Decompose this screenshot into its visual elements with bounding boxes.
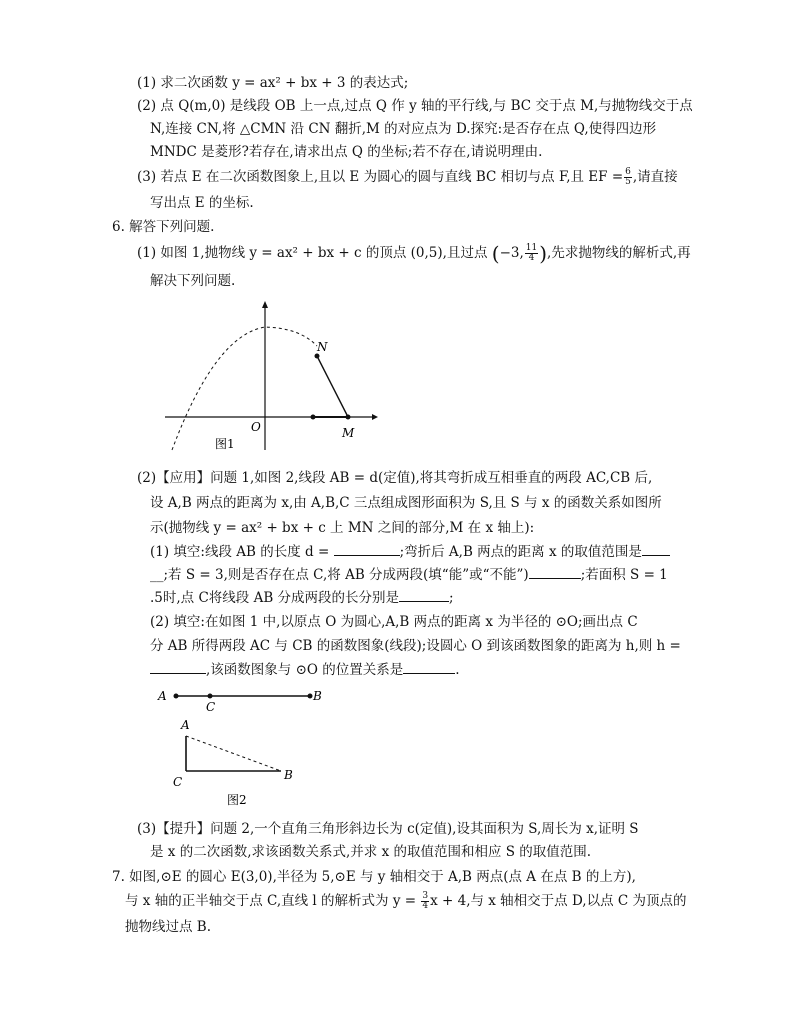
segment-MN [317,356,348,417]
answer-blank-d[interactable] [334,543,400,556]
label-A-top: A [158,689,167,703]
point-A-top [174,694,179,699]
q7-text-a: 与 x 轴的正半轴交于点 C,直线 l 的解析式为 y = [125,893,417,909]
q6-sub2-text-b: . [455,662,460,678]
point-M [346,415,351,420]
q6-sub1-text-d: ;若面积 S = 1 [580,567,668,583]
paren-open: ( [491,241,500,266]
q6-sub1-line1 [150,543,670,561]
q5-frac-den: 5 [625,177,631,187]
q6-sub1-text-e: .5时,点 C将线段 AB 分成两段的长分别是 [150,590,400,606]
figure-2-caption: 图2 [227,793,247,807]
q6-frac-den: 4 [528,253,535,263]
q7-line3: 抛物线过点 B. [125,919,212,935]
q6-part1-text-a: (1) 如图 1,抛物线 y = ax² + bx + c 的顶点 (0,5),且过点 [137,245,488,261]
q6-sub1-text-b: ;弯折后 A,B 两点的距离 x 的取值范围是 [399,544,642,560]
figure-1-caption: 图1 [215,437,235,451]
q6-part2-line1: (2)【应用】问题 1,如图 2,线段 AB = d(定值),将其弯折成互相垂直的两段 AC,CB 后, [137,470,653,486]
q6-part1-text-b: ,先求抛物线的解析式,再 [547,245,691,261]
q6-sub2-line1: (2) 填空:在如图 1 中,以原点 O 为圆心,A,B 两点的距离 x 为半径的 ⊙O;画出点 C [150,614,638,630]
q5-part3-fraction [624,168,632,187]
q6-title: 6. 解答下列问题. [112,219,215,235]
point-B-top [308,694,313,699]
point-on-axis [311,415,316,420]
q5-part1: (1) 求二次函数 y = ax² + bx + 3 的表达式; [137,75,409,91]
label-B-bottom: B [284,768,293,782]
answer-blank-lengths[interactable] [399,589,449,602]
label-B-top: B [313,689,322,703]
q6-part1-line1 [137,241,691,266]
q5-frac-num: 6 [625,167,631,177]
q5-part2-line2: N,连接 CN,将 △CMN 沿 CN 翻折,M 的对应点为 D.探究:是否存在点 Q,使得四边形 [150,121,657,137]
q6-point-fraction [525,244,538,263]
q7-frac-num: 3 [422,891,429,901]
q6-point-x: −3, [499,245,524,261]
figure-2 [150,684,340,812]
point-N [315,354,320,359]
q5-part3-text-a: (3) 若点 E 在二次函数图象上,且以 E 为圆心的圆与直线 BC 相切与点 F,且 EF = [137,169,624,185]
point-C-top [208,694,213,699]
q6-sub1-line2 [150,566,668,584]
q5-part2-line1: (2) 点 Q(m,0) 是线段 OB 上一点,过点 Q 作 y 轴的平行线,与 BC 交于点 M,与抛物线交于点 [137,98,693,114]
q5-part3-line1 [137,168,678,187]
q6-frac-num: 11 [525,243,538,253]
answer-blank-x-range[interactable] [642,543,670,556]
q7-slope-fraction [421,892,429,911]
label-C-top: C [206,700,216,714]
q5-part3-line2: 写出点 E 的坐标. [150,195,254,211]
paren-close: ) [539,241,548,266]
q5-part2-line3: MNDC 是菱形?若存在,请求出点 Q 的坐标;若不存在,请说明理由. [150,144,543,160]
q7-line2 [125,892,687,911]
label-M: M [342,426,355,440]
q6-part3-line1: (3)【提升】问题 2,一个直角三角形斜边长为 c(定值),设其面积为 S,周长为 x,证明 S [137,821,639,837]
y-axis-arrow [262,301,268,308]
answer-blank-relation[interactable] [403,661,455,674]
q5-part3-text-b: ,请直接 [632,169,678,185]
q7-line1: 7. 如图,⊙E 的圆心 E(3,0),半径为 5,⊙E 与 y 轴相交于 A,B 两点(点 A 在点 B 的上方), [112,869,636,885]
q6-part1-line2: 解决下列问题. [150,273,236,289]
label-C-bottom: C [173,775,183,789]
q6-part3-line2: 是 x 的二次函数,求该函数关系式,并求 x 的取值范围和相应 S 的取值范围. [150,844,592,860]
label-O: O [251,420,261,434]
q6-sub2-line3 [150,661,460,679]
segment-AB-dashed [186,736,281,771]
label-A-bottom: A [181,718,190,732]
q7-text-b: x + 4,与 x 轴相交于点 D,以点 C 为顶点的 [430,893,687,909]
q6-sub1-line3 [150,589,454,607]
q6-sub1-text-c: __;若 S = 3,则是否存在点 C,将 AB 分成两段(填“能”或“不能”) [150,567,529,583]
q6-sub2-text-a: ,该函数图象与 ⊙O 的位置关系是 [206,662,404,678]
q6-sub1-text-a: (1) 填空:线段 AB 的长度 d = [150,544,330,560]
x-axis-arrow [372,414,378,420]
label-N: N [317,340,328,354]
dashed-parabola [172,327,317,450]
q6-part2-line3: 示(抛物线 y = ax² + bx + c 上 MN 之间的部分,M 在 x 轴上): [150,520,535,536]
q7-frac-den: 4 [422,901,429,911]
answer-blank-can[interactable] [529,566,581,579]
q6-sub2-line2: 分 AB 所得两段 AC 与 CB 的函数图象(线段);设圆心 O 到该函数图象的距离为 h,则 h = [150,638,681,654]
q6-part2-line2: 设 A,B 两点的距离为 x,由 A,B,C 三点组成图形面积为 S,且 S 与 x 的函数关系如图所 [150,495,662,511]
figure-1 [160,300,380,460]
answer-blank-h[interactable] [150,661,206,674]
q6-sub1-text-f: ; [449,590,454,606]
